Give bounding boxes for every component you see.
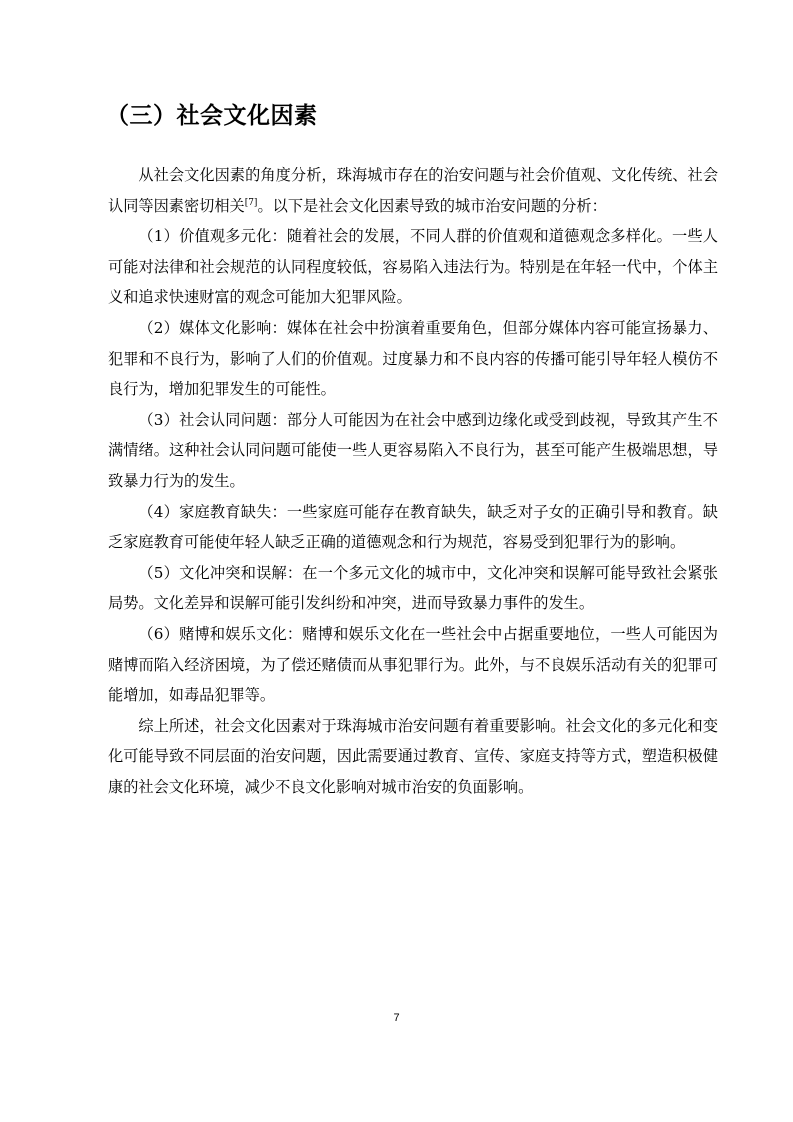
list-item-social-identity: （3）社会认同问题：部分人可能因为在社会中感到边缘化或受到歧视，导致其产生不满情绪。这种社会认同问题可能使一些人更容易陷入不良行为，甚至可能产生极端思想，导致暴力行为的发生。 bbox=[108, 410, 718, 490]
intro-text: 从社会文化因素的角度分析，珠海城市存在的治安问题与社会价值观、文化传统、社会认同等因素密切相关 bbox=[108, 166, 718, 215]
list-item-gambling-entertainment: （6）赌博和娱乐文化：赌博和娱乐文化在一些社会中占据重要地位，一些人可能因为赌博而陷入经济困境，为了偿还赌债而从事犯罪行为。此外，与不良娱乐活动有关的犯罪可能增加，如毒品犯罪等。 bbox=[108, 624, 718, 705]
section-body bbox=[108, 160, 718, 802]
list-item-family-education: （4）家庭教育缺失：一些家庭可能存在教育缺失，缺乏对子女的正确引导和教育。缺乏家庭教育可能使年轻人缺乏正确的道德观念和行为规范，容易受到犯罪行为的影响。 bbox=[108, 502, 718, 552]
page-number: 7 bbox=[393, 1012, 400, 1024]
list-item-value-diversity: （1）价值观多元化：随着社会的发展，不同人群的价值观和道德观念多样化。一些人可能对法律和社会规范的认同程度较低，容易陷入违法行为。特别是在年轻一代中，个体主义和追求快速财富的观念可能加大犯罪风险。 bbox=[108, 227, 718, 307]
intro-text-after: 。以下是社会文化因素导致的城市治安问题的分析： bbox=[257, 196, 607, 215]
conclusion-paragraph: 综上所述，社会文化因素对于珠海城市治安问题有着重要影响。社会文化的多元化和变化可能导致不同层面的治安问题，因此需要通过教育、宣传、家庭支持等方式，塑造积极健康的社会文化环境，减少不良文化影响对城市治安的负面影响。 bbox=[108, 716, 718, 796]
section-heading: （三）社会文化因素 bbox=[106, 103, 318, 129]
citation-reference[interactable]: [7] bbox=[244, 197, 258, 208]
list-item-cultural-conflict: （5）文化冲突和误解：在一个多元文化的城市中，文化冲突和误解可能导致社会紧张局势。文化差异和误解可能引发纠纷和冲突，进而导致暴力事件的发生。 bbox=[108, 563, 718, 613]
intro-paragraph bbox=[108, 160, 718, 221]
list-item-media-influence: （2）媒体文化影响：媒体在社会中扮演着重要角色，但部分媒体内容可能宣扬暴力、犯罪和不良行为，影响了人们的价值观。过度暴力和不良内容的传播可能引导年轻人模仿不良行为，增加犯罪发生的可能性。 bbox=[108, 318, 718, 399]
